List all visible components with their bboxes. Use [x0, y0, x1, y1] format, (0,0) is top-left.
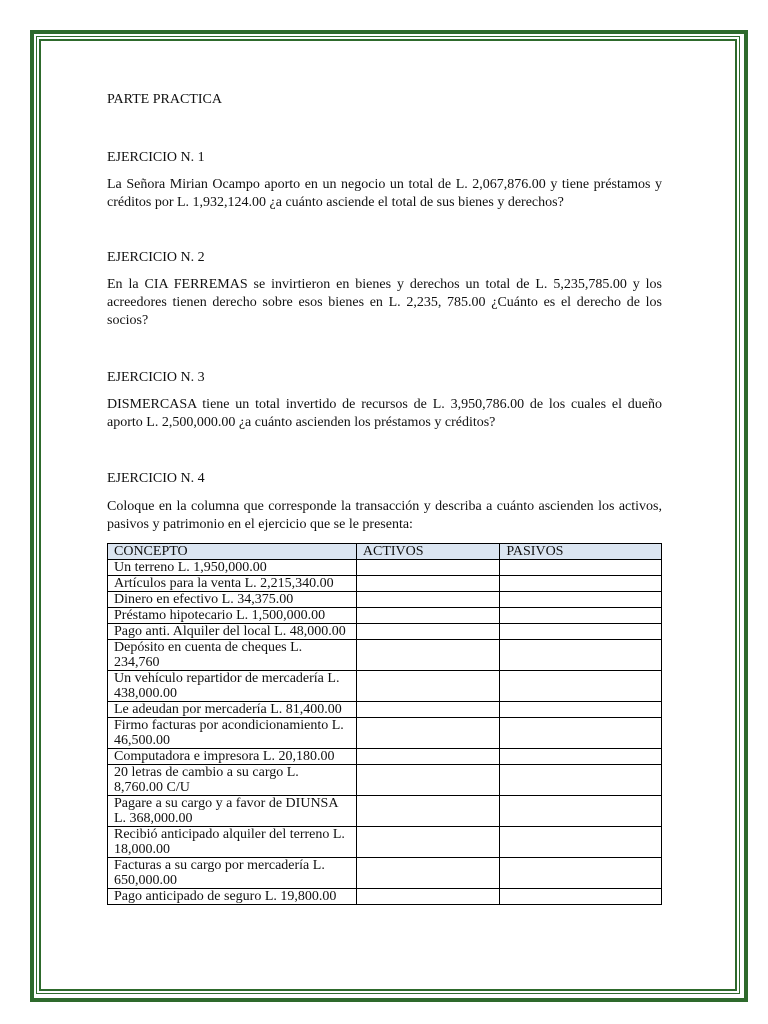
table-row	[108, 560, 662, 576]
concepto-cell: Dinero en efectivo L. 34,375.00	[108, 592, 357, 608]
activos-cell[interactable]	[356, 608, 500, 624]
header-concepto: CONCEPTO	[108, 544, 357, 560]
concepto-cell: Un terreno L. 1,950,000.00	[108, 560, 357, 576]
concepto-cell: Artículos para la venta L. 2,215,340.00	[108, 576, 357, 592]
activos-cell[interactable]	[356, 749, 500, 765]
concepto-cell: Recibió anticipado alquiler del terreno L. 18,000.00	[108, 827, 357, 858]
exercise-4-text: Coloque en la columna que corresponde la transacción y describa a cuánto ascienden los activos, pasivos y patrimonio en el ejercicio que se le presenta:	[107, 499, 662, 532]
concepto-cell: Computadora e impresora L. 20,180.00	[108, 749, 357, 765]
concepto-cell: Pago anti. Alquiler del local L. 48,000.00	[108, 624, 357, 640]
concepto-cell: Préstamo hipotecario L. 1,500,000.00	[108, 608, 357, 624]
activos-cell[interactable]	[356, 718, 500, 749]
activos-cell[interactable]	[356, 702, 500, 718]
activos-cell[interactable]	[356, 560, 500, 576]
activos-cell[interactable]	[356, 640, 500, 671]
exercise-1-text: La Señora Mirian Ocampo aporto en un negocio un total de L. 2,067,876.00 y tiene préstamos y créditos por L. 1,932,124.00 ¿a cuánto asciende el total de sus bienes y derechos?	[107, 177, 662, 210]
page-title: PARTE PRACTICA	[107, 92, 222, 107]
concepto-cell: Pagare a su cargo y a favor de DIUNSA L. 368,000.00	[108, 796, 357, 827]
table-row	[108, 576, 662, 592]
pasivos-cell[interactable]	[500, 765, 662, 796]
pasivos-cell[interactable]	[500, 889, 662, 905]
exercise-2-heading: EJERCICIO N. 2	[107, 250, 205, 265]
table-row	[108, 608, 662, 624]
concepto-cell: Pago anticipado de seguro L. 19,800.00	[108, 889, 357, 905]
pasivos-cell[interactable]	[500, 560, 662, 576]
activos-cell[interactable]	[356, 796, 500, 827]
pasivos-cell[interactable]	[500, 624, 662, 640]
pasivos-cell[interactable]	[500, 608, 662, 624]
pasivos-cell[interactable]	[500, 640, 662, 671]
exercise-2-text: En la CIA FERREMAS se invirtieron en bienes y derechos un total de L. 5,235,785.00 y los acreedores tienen derecho sobre esos bienes en L. 2,235, 785.00 ¿Cuánto es el derecho de los socios?	[107, 277, 662, 328]
activos-cell[interactable]	[356, 671, 500, 702]
table-row	[108, 592, 662, 608]
concepto-cell: Le adeudan por mercadería L. 81,400.00	[108, 702, 357, 718]
pasivos-cell[interactable]	[500, 718, 662, 749]
table-row	[108, 858, 662, 889]
pasivos-cell[interactable]	[500, 702, 662, 718]
transactions-table	[107, 543, 662, 905]
header-activos: ACTIVOS	[356, 544, 500, 560]
exercise-3-text: DISMERCASA tiene un total invertido de recursos de L. 3,950,786.00 de los cuales el dueño aporto L. 2,500,000.00 ¿a cuánto ascienden los préstamos y créditos?	[107, 397, 662, 430]
concepto-cell: Facturas a su cargo por mercadería L. 650,000.00	[108, 858, 357, 889]
concepto-cell: Depósito en cuenta de cheques L. 234,760	[108, 640, 357, 671]
pasivos-cell[interactable]	[500, 576, 662, 592]
table-row	[108, 889, 662, 905]
table-row	[108, 702, 662, 718]
table-row	[108, 827, 662, 858]
table-row	[108, 718, 662, 749]
pasivos-cell[interactable]	[500, 671, 662, 702]
pasivos-cell[interactable]	[500, 749, 662, 765]
activos-cell[interactable]	[356, 889, 500, 905]
concepto-cell: Firmo facturas por acondicionamiento L. 46,500.00	[108, 718, 357, 749]
activos-cell[interactable]	[356, 624, 500, 640]
table-row	[108, 640, 662, 671]
table-row	[108, 765, 662, 796]
exercise-1-heading: EJERCICIO N. 1	[107, 150, 205, 165]
exercise-3-heading: EJERCICIO N. 3	[107, 370, 205, 385]
activos-cell[interactable]	[356, 765, 500, 796]
table-row	[108, 796, 662, 827]
exercise-4-heading: EJERCICIO N. 4	[107, 471, 205, 486]
pasivos-cell[interactable]	[500, 858, 662, 889]
table-row	[108, 749, 662, 765]
activos-cell[interactable]	[356, 576, 500, 592]
concepto-cell: 20 letras de cambio a su cargo L. 8,760.00 C/U	[108, 765, 357, 796]
activos-cell[interactable]	[356, 858, 500, 889]
header-pasivos: PASIVOS	[500, 544, 662, 560]
pasivos-cell[interactable]	[500, 796, 662, 827]
pasivos-cell[interactable]	[500, 592, 662, 608]
activos-cell[interactable]	[356, 592, 500, 608]
concepto-cell: Un vehículo repartidor de mercadería L. 438,000.00	[108, 671, 357, 702]
table-row	[108, 671, 662, 702]
table-header-row	[108, 544, 662, 560]
pasivos-cell[interactable]	[500, 827, 662, 858]
table-row	[108, 624, 662, 640]
activos-cell[interactable]	[356, 827, 500, 858]
